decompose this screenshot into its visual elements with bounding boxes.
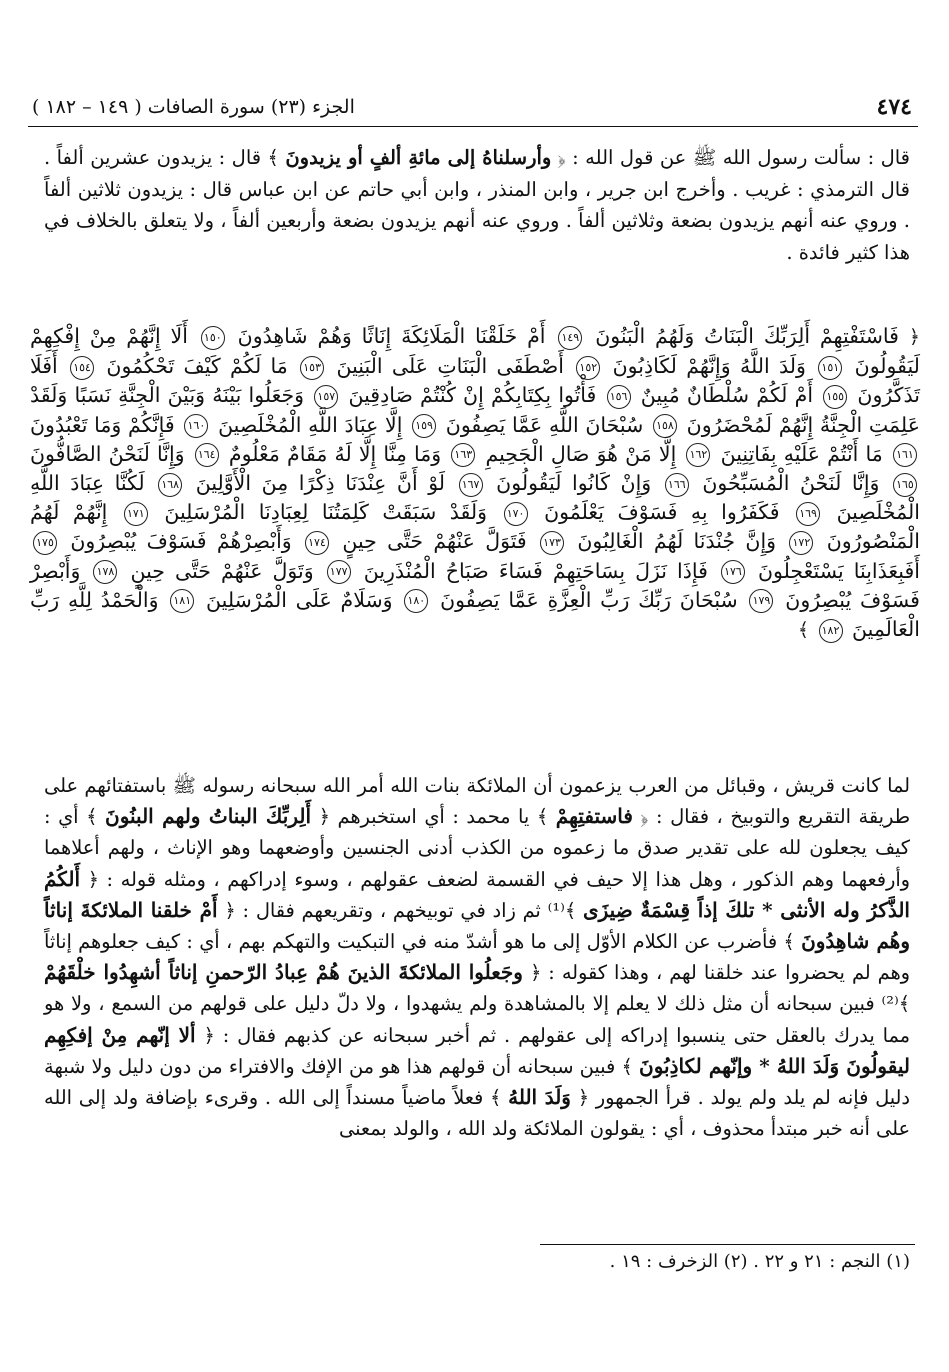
- ayah-text: أَمْ لَكُمْ سُلْطَانٌ مُبِينٌ: [640, 383, 814, 408]
- ayah-number-marker: ١٥٦: [607, 385, 631, 409]
- ayah-text: أَفَلَا تَذَكَّرُونَ: [30, 354, 920, 408]
- ayah-text: سُبْحَانَ اللَّهِ عَمَّا يَصِفُونَ: [445, 412, 644, 437]
- ayah-text: وَسَلَامٌ عَلَى الْمُرْسَلِينَ: [206, 587, 393, 612]
- ayah-number-marker: ١٧٦: [721, 560, 745, 584]
- tafsir-quote: فاستفتِهِمْ: [555, 804, 633, 829]
- page-number: ٤٧٤: [876, 94, 912, 120]
- ayah-text: وَالْحَمْدُ لِلَّهِ رَبِّ الْعَالَمِينَ: [30, 587, 920, 642]
- ayah-text: سُبْحَانَ رَبِّكَ رَبِّ الْعِزَّةِ عَمَّا يَصِفُونَ: [440, 587, 738, 612]
- ayah-text: أَصْطَفَى الْبَنَاتِ عَلَى الْبَنِينَ: [336, 354, 564, 379]
- ayah-text: وَجَعَلُوا بَيْنَهُ وَبَيْنَ الْجِنَّةِ نَسَبًا وَلَقَدْ عَلِمَتِ الْجِنَّةُ إِنَّهُمْ لَمُحْضَرُونَ: [30, 383, 920, 437]
- tafsir-quote: أَلِربِّكَ البناتُ ولهم البنُونَ: [105, 804, 312, 829]
- ayah-text: أَمْ خَلَقْنَا الْمَلَائِكَةَ إِنَاثًا وَهُمْ شَاهِدُونَ: [237, 324, 546, 348]
- ayah-number-marker: ١٨٢: [819, 619, 843, 643]
- ayah-number-marker: ١٧٠: [504, 502, 528, 526]
- ayah-text: إِنَّهُمْ لَهُمُ الْمَنْصُورُونَ: [30, 500, 920, 554]
- ayah-number-marker: ١٦٢: [686, 443, 710, 467]
- tafsir-text: ﴾⁽¹⁾ ثم زاد في توبيخهم ، وتقريعهم فقال : ﴿: [217, 898, 583, 922]
- ayah-text: لَوْ أَنَّ عِنْدَنَا ذِكْرًا مِنَ الْأَوَّلِينَ: [195, 471, 446, 496]
- ayah-number-marker: ١٥٨: [653, 414, 677, 438]
- ayah-number-marker: ١٤٩: [558, 326, 582, 350]
- ayah-number-marker: ١٧١: [124, 502, 148, 526]
- running-title: الجزء (٢٣) سورة الصافات ( ١٤٩ – ١٨٢ ): [32, 96, 355, 118]
- ayah-number-marker: ١٥٣: [300, 356, 324, 380]
- ayah-number-marker: ١٧٢: [789, 531, 813, 555]
- tafsir-text: ﴾ يا محمد : أي استخبرهم ﴿: [311, 805, 556, 829]
- ayah-text: أَفَبِعَذَابِنَا يَسْتَعْجِلُونَ: [758, 558, 920, 583]
- quran-passage: [30, 322, 920, 645]
- ayah-text: وَأَبْصِرْهُمْ فَسَوْفَ يُبْصِرُونَ: [70, 529, 292, 554]
- ayah-text: مَا لَكُمْ كَيْفَ تَحْكُمُونَ: [106, 354, 288, 379]
- ayah-text: وَتَوَلَّ عَنْهُمْ حَتَّى حِينٍ: [130, 558, 314, 583]
- tafsir-text: ﴾ فأضرب عن الكلام الأوّل إلى ما هو أشدّ منه في التبكيت والتهكم بهم ، أي : كيف جعلوهم إناثاً وهم لم يحضروا عند خلقنا لهم ، وهذا كقوله : ﴿: [44, 930, 910, 985]
- ayah-text: فَأْتُوا بِكِتَابِكُمْ إِنْ كُنْتُمْ صَادِقِينَ: [348, 383, 597, 408]
- ayah-text: وَإِنَّ جُنْدَنَا لَهُمُ الْغَالِبُونَ: [577, 529, 777, 554]
- ayah-number-marker: ١٧٤: [305, 531, 329, 555]
- opening-ornamental-bracket: ﴿: [908, 326, 920, 348]
- footnote-text: (١) النجم : ٢١ و ٢٢ . (٢) الزخرف : ١٩ .: [609, 1251, 910, 1272]
- tafsir-quote: وجَعلُوا الملائكةَ الذينَ هُمْ عِبادُ الرّحمنِ إناثاً أشهِدُوا خلْقَهُمْ: [44, 960, 523, 985]
- ayah-number-marker: ١٧٨: [93, 560, 117, 584]
- ayah-number-marker: ١٧٩: [749, 589, 773, 613]
- ayah-text: مَا أَنْتُمْ عَلَيْهِ بِفَاتِنِينَ: [720, 441, 883, 466]
- tafsir-text: ﴾ أي : كيف يجعلون لله على تقدير صدق ما زعموه من الكذب أدنى الجنسين وأوضعهما وهو الإناث ، ولهم أعلاهما وأرفعهما وهم الذكور ، وهل هذا إلا حيف في القسمة لضعف عقولهم ، وسوء إدراكهم ، ومثله قوله : ﴿: [44, 805, 910, 891]
- ayah-text: وَلَقَدْ سَبَقَتْ كَلِمَتُنَا لِعِبَادِنَا الْمُرْسَلِينَ: [164, 500, 488, 525]
- tafsir-text: ﴾ فبين سبحانه أن قولهم هذا هو من الإفك والافتراء من دون دليل ولا شبهة دليل فإنه لم يلد ولم يولد . قرأ الجمهور ﴿: [44, 1054, 910, 1110]
- ayah-text: فَاسْتَفْتِهِمْ أَلِرَبِّكَ الْبَنَاتُ وَلَهُمُ الْبَنُونَ: [595, 324, 899, 348]
- ayah-number-marker: ١٥٤: [70, 356, 94, 380]
- ayah-number-marker: ١٥٠: [201, 326, 225, 350]
- ayah-number-marker: ١٥١: [818, 356, 842, 380]
- ayah-number-marker: ١٦٥: [893, 473, 917, 497]
- ayah-number-marker: ١٦٠: [184, 414, 208, 438]
- ayah-text: لَكُنَّا عِبَادَ اللَّهِ الْمُخْلَصِينَ: [30, 471, 920, 525]
- ayah-text: فَتَوَلَّ عَنْهُمْ حَتَّى حِينٍ: [342, 529, 527, 554]
- ayah-text: وَإِنَّا لَنَحْنُ الْمُسَبِّحُونَ: [702, 471, 880, 496]
- ayah-number-marker: ١٦١: [893, 443, 917, 467]
- hadith-text: ﴾ قال : يزيدون عشرين ألفاً . قال الترمذي : غريب . وأخرج ابن جرير ، وابن المنذر ، وابن أبي حاتم عن ابن عباس قال : يزيدون ثلاثين ألفاً . وروي عنه أنهم يزيدون بضعة وثلاثين ألفاً . وروي عنه أنهم يزيدون بضعة وأربعين ألفاً ، ولا يتعلق بالخلاف في هذا كثير فائدة .: [44, 146, 910, 264]
- tafsir-text: لما كانت قريش ، وقبائل من العرب يزعمون أن الملائكة بنات الله أمر الله سبحانه رسوله ﷺ باستفتائهم على طريقة التقريع والتوبيخ ، فقال : ﴿: [44, 774, 910, 829]
- ayah-number-marker: ١٥٩: [412, 414, 436, 438]
- ayah-text: إِلَّا عِبَادَ اللَّهِ الْمُخْلَصِينَ: [218, 412, 403, 437]
- tafsir-quote: أَمْ خلقنا الملائكةَ إناثاً وهُم شاهِدُونَ: [44, 897, 910, 954]
- ayah-number-marker: ١٧٣: [540, 531, 564, 555]
- ayah-number-marker: ١٦٤: [195, 443, 219, 467]
- ayah-text: فَإِذَا نَزَلَ بِسَاحَتِهِمْ فَسَاءَ صَبَاحُ الْمُنْذَرِينَ: [363, 558, 708, 583]
- ayah-text: فَكَفَرُوا بِهِ فَسَوْفَ يَعْلَمُونَ: [544, 500, 780, 525]
- ayah-text: إِلَّا مَنْ هُوَ صَالِ الْجَحِيمِ: [485, 441, 677, 466]
- ayah-number-marker: ١٦٧: [459, 473, 483, 497]
- footnotes: [44, 1248, 910, 1276]
- ayah-number-marker: ١٦٨: [158, 473, 182, 497]
- footnote-divider: [540, 1244, 915, 1245]
- tafsir-quote: ألا إنّهم مِنْ إفكِهِم ليقولُونَ وَلَدَ اللهُ * وإنّهم لكاذِبُونَ: [44, 1022, 910, 1078]
- hadith-text: قال : سألت رسول الله ﷺ عن قول الله : ﴿: [551, 146, 910, 169]
- closing-ornamental-bracket: ﴾: [797, 619, 809, 642]
- ayah-number-marker: ١٥٥: [823, 385, 847, 409]
- ayah-number-marker: ١٦٣: [451, 443, 475, 467]
- ayah-text: وَمَا مِنَّا إِلَّا لَهُ مَقَامٌ مَعْلُومٌ: [228, 441, 442, 466]
- ayah-text: أَلَا إِنَّهُمْ مِنْ إِفْكِهِمْ لَيَقُولُونَ: [30, 324, 920, 379]
- tafsir-text: ﴾ فعلاً ماضياً مسنداً إلى الله . وقرىء بإضافة ولد إلى الله على أنه خبر مبتدأ محذوف ، أي : يقولون الملائكة ولد الله ، والولد بمعنى: [44, 1086, 910, 1141]
- ayah-text: وَلَدَ اللَّهُ وَإِنَّهُمْ لَكَاذِبُونَ: [612, 354, 806, 379]
- ayah-text: وَإِنْ كَانُوا لَيَقُولُونَ: [496, 471, 652, 496]
- tafsir-paragraph: [44, 770, 910, 1144]
- ayah-number-marker: ١٥٧: [314, 385, 338, 409]
- tafsir-quote: وَلَدَ اللهُ: [508, 1085, 571, 1110]
- ayah-text: فَإِنَّكُمْ وَمَا تَعْبُدُونَ: [30, 412, 175, 437]
- tafsir-text: ﴾⁽²⁾ فبين سبحانه أن مثل ذلك لا يعلم إلا بالمشاهدة ولم يشهدوا ، ولا دلّ دليل على قولهم من السمع ، ولا هو مما يدرك بالعقل حتى ينسبوا إدراكه إلى عقولهم . ثم أخبر سبحانه عن كذبهم فقال : ﴿: [44, 992, 911, 1047]
- ayah-number-marker: ١٦٦: [665, 473, 689, 497]
- ayah-number-marker: ١٧٥: [33, 531, 57, 555]
- ayah-text: وَأَبْصِرْ فَسَوْفَ يُبْصِرُونَ: [30, 558, 920, 612]
- tafsir-quote: أَلكُمُ الذَّكرُ وله الأنثى * تلكَ إذاً قِسْمَةٌ ضِيزَى: [44, 866, 910, 922]
- ayah-number-marker: ١٨٠: [404, 589, 428, 613]
- running-header: [28, 92, 918, 127]
- ayah-number-marker: ١٦٩: [796, 502, 820, 526]
- hadith-paragraph: [44, 142, 910, 268]
- ayah-text: وَإِنَّا لَنَحْنُ الصَّافُّونَ: [30, 441, 185, 466]
- hadith-quran-quote: وأرسلناهُ إلى مائةِ ألفٍ أو يزيدونَ: [285, 146, 552, 169]
- ayah-number-marker: ١٨١: [170, 589, 194, 613]
- ayah-number-marker: ١٧٧: [327, 560, 351, 584]
- ayah-number-marker: ١٥٢: [576, 356, 600, 380]
